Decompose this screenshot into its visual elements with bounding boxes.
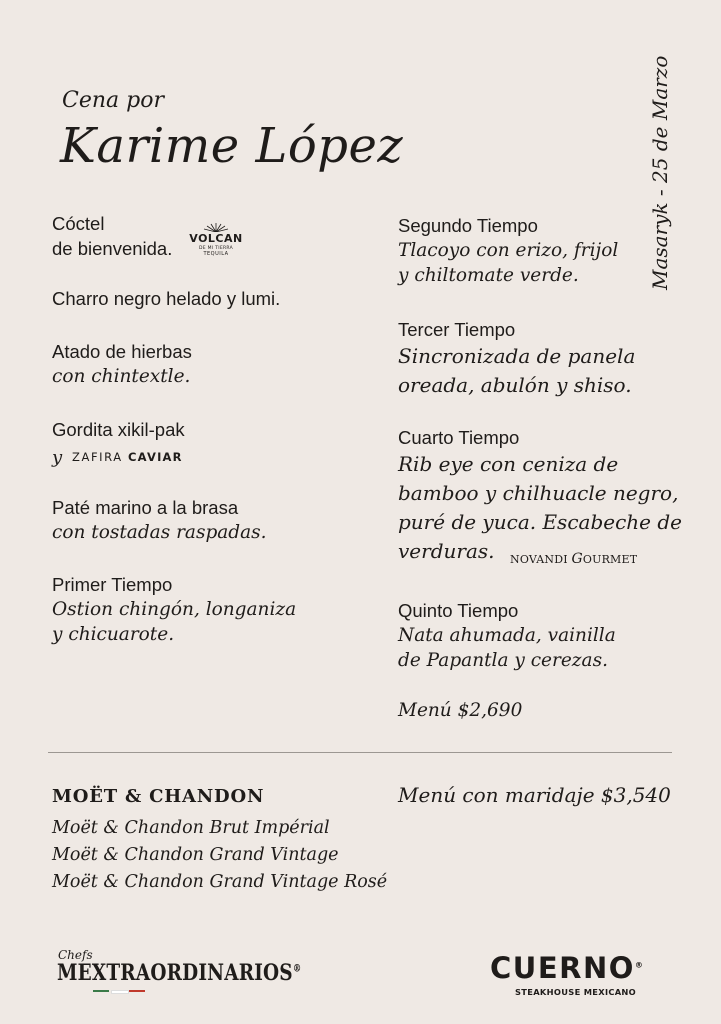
novandi-g: G [571, 551, 583, 567]
gordita-item [52, 417, 185, 442]
primer-line2: y chicuarote. [52, 624, 175, 645]
wine-item: Moët & Chandon Brut Impérial [52, 818, 330, 838]
quinto-line2: de Papantla y cerezas. [398, 650, 608, 671]
cuarto-label: Cuarto Tiempo [398, 427, 520, 448]
flag-green-bar [93, 990, 109, 992]
moet-chandon-brand: MOËT & CHANDON [52, 786, 265, 807]
segundo-line2: y chiltomate verde. [398, 265, 579, 286]
caviar-word: CAVIAR [128, 450, 183, 464]
menu-price: Menú $2,690 [398, 700, 523, 721]
quinto-line1: Nata ahumada, vainilla [398, 625, 616, 646]
novandi-ourmet: OURMET [582, 553, 638, 566]
primer-line1: Ostion chingón, longaniza [52, 599, 297, 620]
chef-name-title: Karime López [60, 118, 404, 174]
coctel-item [52, 211, 172, 261]
quinto-label: Quinto Tiempo [398, 600, 519, 621]
segundo-line1: Tlacoyo con erizo, frijol [398, 240, 619, 261]
cuarto-line1: Rib eye con ceniza de [398, 452, 619, 476]
novandi-word: NOVANDI [510, 553, 568, 566]
cuerno-wordmark [490, 951, 644, 985]
gordita-text: Gordita xikil-pak [52, 419, 185, 440]
location-date: Masaryk - 25 de Marzo [648, 55, 672, 290]
cuarto-line2: bamboo y chilhuacle negro, [398, 481, 679, 505]
volcan-tequila: TEQUILA [203, 251, 229, 257]
volcan-logo [188, 222, 244, 262]
novandi-gourmet-logo [510, 551, 637, 567]
cuarto-line4: verduras. [398, 539, 495, 563]
charro-item [52, 286, 280, 311]
chefs-mextraordinarios-logo [57, 948, 337, 998]
section-divider [48, 752, 672, 753]
atado-item [52, 339, 192, 389]
intro-text: Cena por [62, 88, 164, 113]
cuerno-registered-mark: ® [634, 960, 645, 970]
wine-item: Moët & Chandon Grand Vintage [52, 845, 339, 865]
coctel-line2: de bienvenida. [52, 238, 173, 259]
mextraordinarios-text: MEXTRAORDINARIOS [57, 960, 293, 986]
tercer-line2: oreada, abulón y shiso. [398, 373, 632, 397]
flag-red-bar [129, 990, 145, 992]
tercer-label: Tercer Tiempo [398, 319, 516, 340]
cuarto-line3: puré de yuca. Escabeche de [398, 510, 682, 534]
charro-text: Charro negro helado y lumi. [52, 288, 281, 309]
mextraordinarios-wordmark [57, 960, 301, 986]
atado-line2: con chintextle. [52, 366, 191, 387]
gordita-y: y [52, 447, 63, 468]
tercer-tiempo-item [398, 317, 635, 400]
segundo-tiempo-item [398, 213, 618, 288]
pate-item [52, 495, 267, 545]
registered-mark: ® [292, 963, 302, 975]
volcan-wordmark: VOLCAN [189, 232, 243, 245]
primer-tiempo-item [52, 572, 296, 647]
tercer-line1: Sincronizada de panela [398, 344, 636, 368]
pate-line2: con tostadas raspadas. [52, 522, 267, 543]
coctel-line1: Cóctel [52, 213, 105, 234]
cuerno-tagline: STEAKHOUSE MEXICANO [515, 987, 637, 997]
segundo-label: Segundo Tiempo [398, 215, 538, 236]
cuerno-logo [490, 951, 670, 1001]
wine-item: Moët & Chandon Grand Vintage Rosé [52, 872, 388, 892]
cuarto-tiempo-item [398, 425, 682, 566]
flag-white-bar [111, 990, 129, 994]
atado-line1: Atado de hierbas [52, 341, 192, 362]
volcan-subtitle: DE MI TIERRA [198, 246, 234, 251]
primer-label: Primer Tiempo [52, 574, 173, 595]
sun-rays-icon [202, 222, 230, 232]
chefs-word: Chefs [58, 948, 93, 962]
menu-price-item [398, 698, 522, 723]
quinto-tiempo-item [398, 598, 616, 673]
pate-line1: Paté marino a la brasa [52, 497, 239, 518]
zafira-word: ZAFIRA [72, 450, 123, 464]
cuerno-text: CUERNO [490, 951, 635, 985]
zafira-caviar-logo [72, 450, 183, 464]
maridaje-price: Menú con maridaje $3,540 [398, 783, 671, 807]
